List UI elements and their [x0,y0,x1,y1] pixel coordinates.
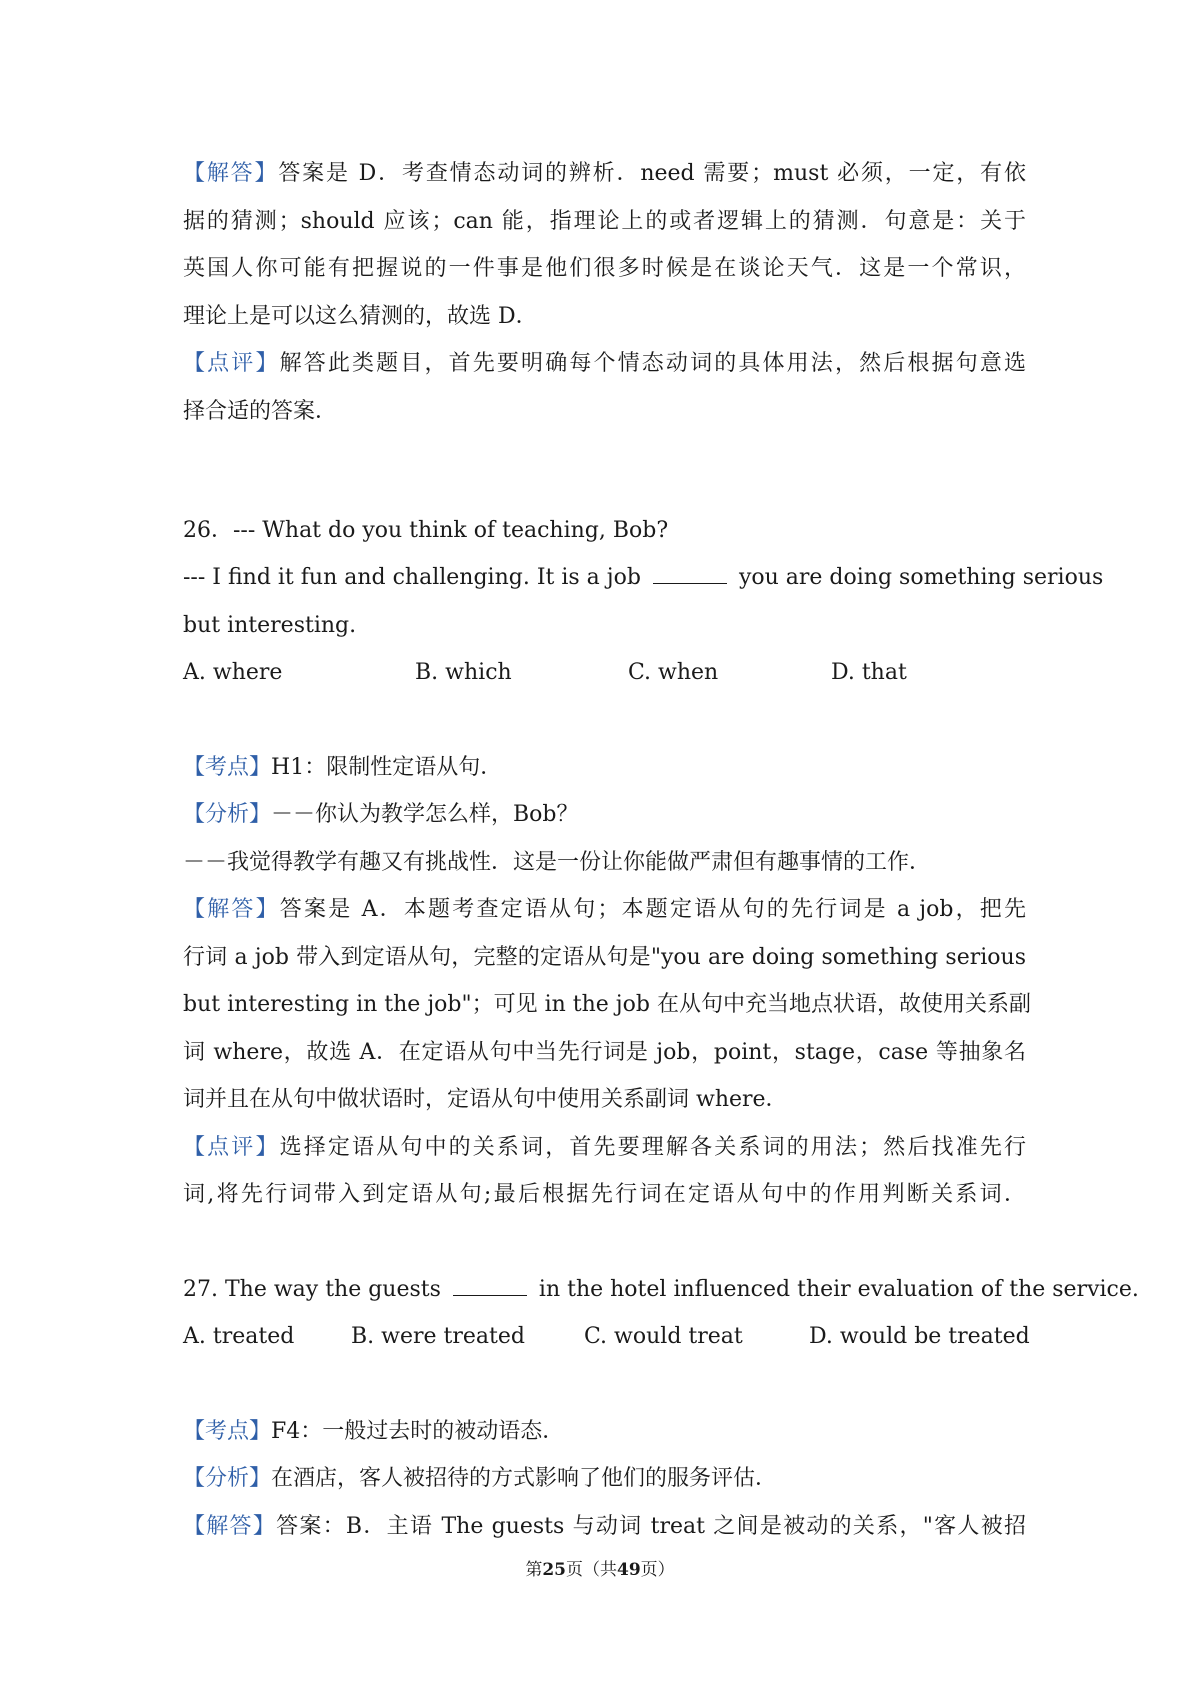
question-26-line3: but interesting. [183,612,357,638]
option-c: C. when [628,660,719,685]
option-d: D. that [831,660,907,685]
total-pages: 49 [617,1560,641,1580]
dianping-line: 【点评】选择定语从句中的关系词，首先要理解各关系词的用法；然后找准先行 [183,1134,1026,1160]
fenxi-line: 【分析】－－你认为教学怎么样，Bob？ [183,802,579,827]
spacer [183,697,1026,744]
jieda-line: 据的猜测；should 应该；can 能，指理论上的或者逻辑上的猜测．句意是：关于 [183,208,1026,234]
kaodian-line: 【考点】F4：一般过去时的被动语态． [183,1418,565,1444]
fenxi-line: 【分析】在酒店，客人被招待的方式影响了他们的服务评估． [183,1466,778,1491]
question-26-line1: 26．--- What do you think of teaching, Bob? [183,517,669,543]
dianping-tag: 【点评】 [183,351,280,376]
jieda-line: 【解答】答案是 A．本题考查定语从句；本题定语从句的先行词是 a job，把先 [183,897,1026,922]
fenxi-line: －－我觉得教学有趣又有挑战性．这是一份让你能做严肃但有趣事情的工作． [183,849,932,875]
answer-blank [653,565,727,584]
option-b: B. were treated [351,1324,525,1349]
jieda-tag: 【解答】 [183,161,279,186]
fenxi-tag: 【分析】 [183,1466,272,1491]
kaodian-tag: 【考点】 [183,754,272,780]
option-b: B. which [415,660,512,685]
option-a: A. treated [183,1324,295,1349]
spacer [183,435,1026,483]
jieda-tag: 【解答】 [183,1513,277,1539]
jieda-tag: 【解答】 [183,897,280,922]
answer-blank [453,1277,527,1296]
question-26-line2: --- I find it fun and challenging. It is a job you are doing something serious [183,565,1104,590]
jieda-line: 词并且在从句中做状语时，定语从句中使用关系副词 where． [183,1087,788,1112]
spacer [183,1219,1026,1266]
jieda-line: 词 where，故选 A．在定语从句中当先行词是 job，point，stage，case 等抽象名 [183,1039,1026,1065]
dianping-tag: 【点评】 [183,1134,280,1160]
kaodian-tag: 【考点】 [183,1418,272,1444]
page-number: 25 [542,1560,566,1580]
dianping-line: 择合适的答案． [183,398,338,424]
question-26-options [183,649,1026,697]
question-27-line: 27. The way the guests in the hotel influenced their evaluation of the service. [183,1276,1139,1302]
kaodian-line: 【考点】H1：限制性定语从句． [183,754,503,780]
jieda-line: 【解答】答案是 D．考查情态动词的辨析．need 需要；must 必须，一定，有依 [183,161,1026,186]
dianping-line: 词,将先行词带入到定语从句;最后根据先行词在定语从句中的作用判断关系词． [183,1182,1026,1207]
question-27-options [183,1313,1030,1361]
option-c: C. would treat [584,1324,743,1349]
jieda-line: 行词 a job 带入到定语从句，完整的定语从句是"you are doing something serious [183,944,1026,970]
jieda-line: 【解答】答案：B．主语 The guests 与动词 treat 之间是被动的关系，"客人被招 [183,1513,1026,1539]
page-footer: 第25页（共49页） [525,1560,675,1580]
jieda-line: 英国人你可能有把握说的一件事是他们很多时候是在谈论天气．这是一个常识， [183,256,1026,281]
option-d: D. would be treated [809,1324,1030,1349]
spacer [183,483,1026,507]
option-a: A. where [183,660,283,685]
dianping-line: 【点评】解答此类题目，首先要明确每个情态动词的具体用法，然后根据句意选 [183,351,1026,376]
jieda-line: but interesting in the job"；可见 in the job 在从句中充当地点状语，故使用关系副 [183,992,1031,1017]
jieda-line: 理论上是可以这么猜测的，故选 D． [183,303,538,329]
document-page [183,150,1139,1550]
spacer [183,1361,1026,1408]
fenxi-tag: 【分析】 [183,802,272,827]
